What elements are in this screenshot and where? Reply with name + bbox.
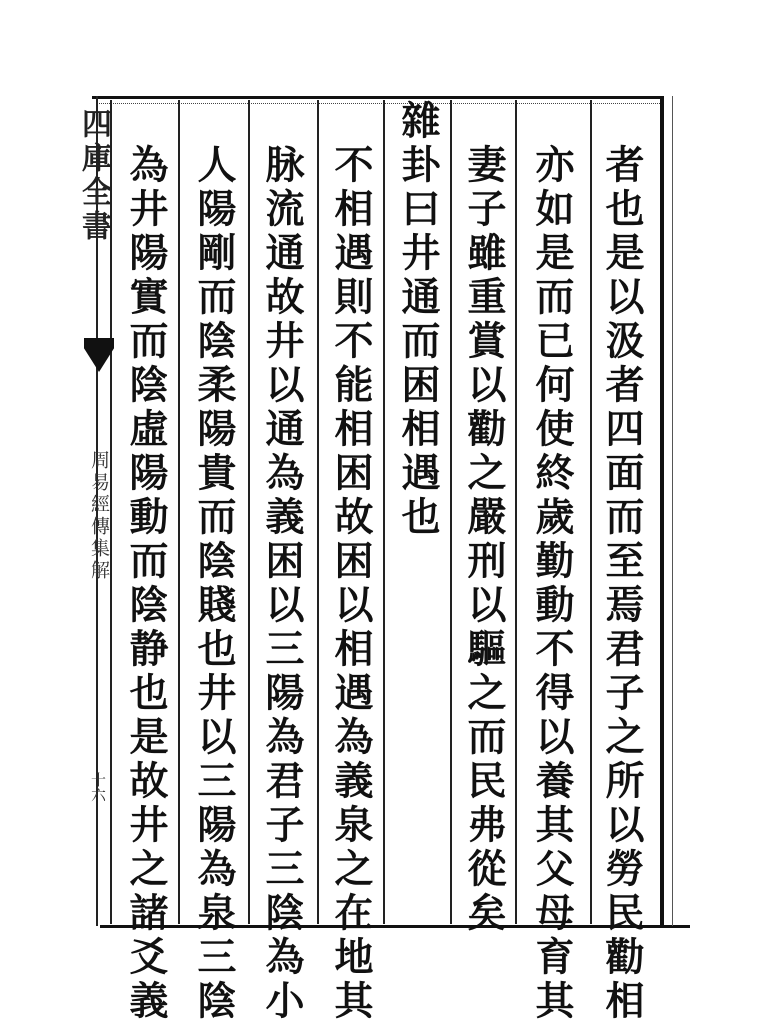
frame-right-inner-border	[672, 96, 673, 926]
column-divider	[317, 100, 319, 924]
frame-top-inner-border	[96, 103, 662, 104]
column-divider	[178, 100, 180, 924]
text-column-3: 妻子雖重賞以勸之嚴刑以驅之而民弗從矣	[461, 144, 507, 936]
text-column-5: 不相遇則不能相困故困以相遇為義泉之在地其	[328, 144, 374, 1024]
text-column-4: 雜卦曰井通而困相遇也	[395, 100, 441, 540]
column-divider	[450, 100, 452, 924]
text-column-2: 亦如是而已何使終歲勤動不得以養其父母育其	[529, 144, 575, 1024]
frame-top-border	[92, 96, 662, 99]
column-divider	[248, 100, 250, 924]
frame-right-border	[660, 96, 664, 926]
margin-book-title: 周易經傳集解	[88, 450, 110, 582]
text-column-7: 人陽剛而陰柔陽貴而陰賤也井以三陽為泉三陰	[191, 144, 237, 1024]
column-divider	[590, 100, 592, 924]
text-column-8: 為井陽實而陰虛陽動而陰静也是故井之諸爻義	[123, 144, 169, 1024]
margin-collection-title: 四庫全書	[76, 108, 111, 244]
text-column-1: 者也是以汲者四面而至焉君子之所以勞民勸相	[599, 144, 645, 1024]
column-divider	[383, 100, 385, 924]
column-divider	[515, 100, 517, 924]
text-column-6: 脉流通故井以通為義困以三陽為君子三陰為小	[259, 144, 305, 1024]
margin-page-number: 十六	[89, 772, 107, 802]
